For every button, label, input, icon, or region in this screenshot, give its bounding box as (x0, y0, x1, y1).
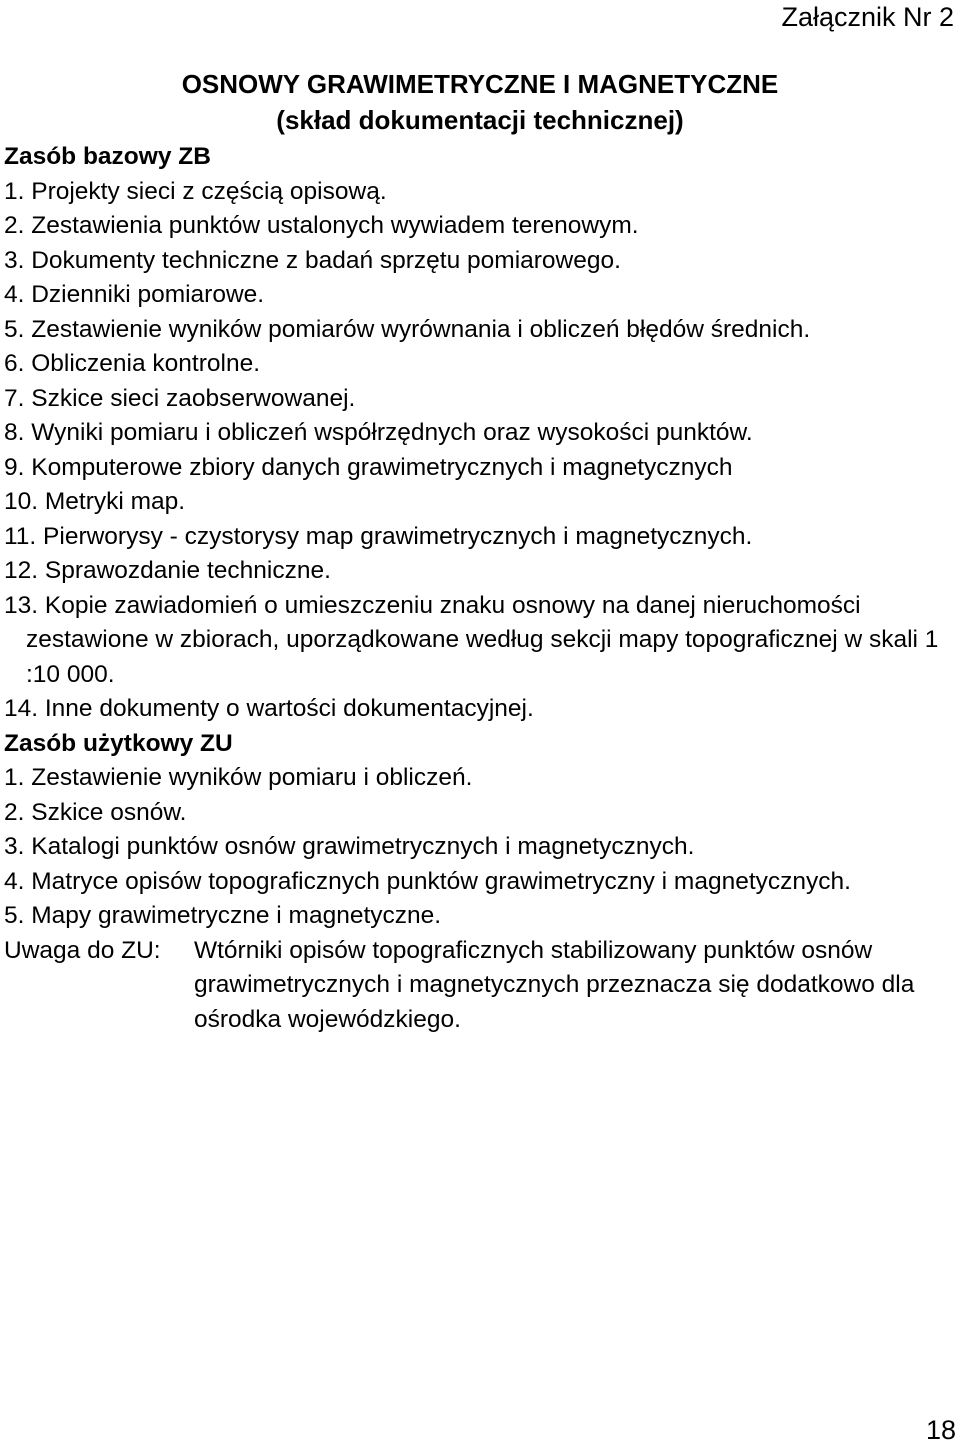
list-item: 5. Mapy grawimetryczne i magnetyczne. (4, 902, 442, 929)
list-item: 5. Zestawienie wyników pomiarów wyrównania i obliczeń błędów średnich. (4, 315, 811, 343)
page-number: 18 (925, 1415, 956, 1445)
list-item: 3. Dokumenty techniczne z badań sprzętu pomiarowego. (4, 246, 621, 274)
list-item: 2. Szkice osnów. (4, 798, 187, 826)
list-item: 4. Dzienniki pomiarowe. (4, 281, 265, 308)
title-line-1: OSNOWY GRAWIMETRYCZNE I MAGNETYCZNE (181, 69, 779, 99)
list-item: 1. Zestawienie wyników pomiaru i obliczeń. (4, 764, 473, 791)
list-item: 10. Metryki map. (4, 488, 186, 515)
note-text: Wtórniki opisów topograficznych stabilizowany punktów osnów grawimetrycznych i magnetycznych przeznacza się dodatkowo dla ośrodka wojewódzkiego. (194, 936, 915, 1033)
title-line-2: (skład dokumentacji technicznej) (276, 105, 684, 135)
list-item: 9. Komputerowe zbiory danych grawimetrycznych i magnetycznych (4, 453, 733, 481)
list-item: 2. Zestawienia punktów ustalonych wywiadem terenowym. (4, 212, 639, 239)
list-item: 7. Szkice sieci zaobserwowanej. (4, 384, 356, 412)
note-label: Uwaga do ZU: (4, 936, 161, 964)
zu-list (4, 761, 952, 934)
zu-note (4, 934, 952, 1038)
document-body (4, 140, 952, 1037)
list-item: 1. Projekty sieci z częścią opisową. (4, 177, 387, 205)
list-item: 3. Katalogi punktów osnów grawimetrycznych i magnetycznych. (4, 833, 695, 860)
list-item: 13. Kopie zawiadomień o umieszczeniu znaku osnowy na danej nieruchomości zestawione w zbiorach, uporządkowane według sekcji mapy topograficznej w skali 1 :10 000. (4, 591, 939, 688)
list-item: 12. Sprawozdanie techniczne. (4, 557, 331, 584)
document-title (0, 66, 960, 138)
list-item: 4. Matryce opisów topograficznych punktów grawimetryczny i magnetycznych. (4, 867, 851, 895)
zb-list (4, 175, 952, 727)
zb-heading: Zasób bazowy ZB (4, 143, 211, 170)
annex-label: Załącznik Nr 2 (781, 2, 954, 32)
list-item: 8. Wyniki pomiaru i obliczeń współrzędnych oraz wysokości punktów. (4, 419, 753, 446)
list-item: 14. Inne dokumenty o wartości dokumentacyjnej. (4, 695, 534, 722)
list-item: 6. Obliczenia kontrolne. (4, 350, 261, 377)
list-item: 11. Pierworysy - czystorysy map grawimetrycznych i magnetycznych. (4, 522, 753, 550)
zu-heading: Zasób użytkowy ZU (4, 729, 233, 757)
